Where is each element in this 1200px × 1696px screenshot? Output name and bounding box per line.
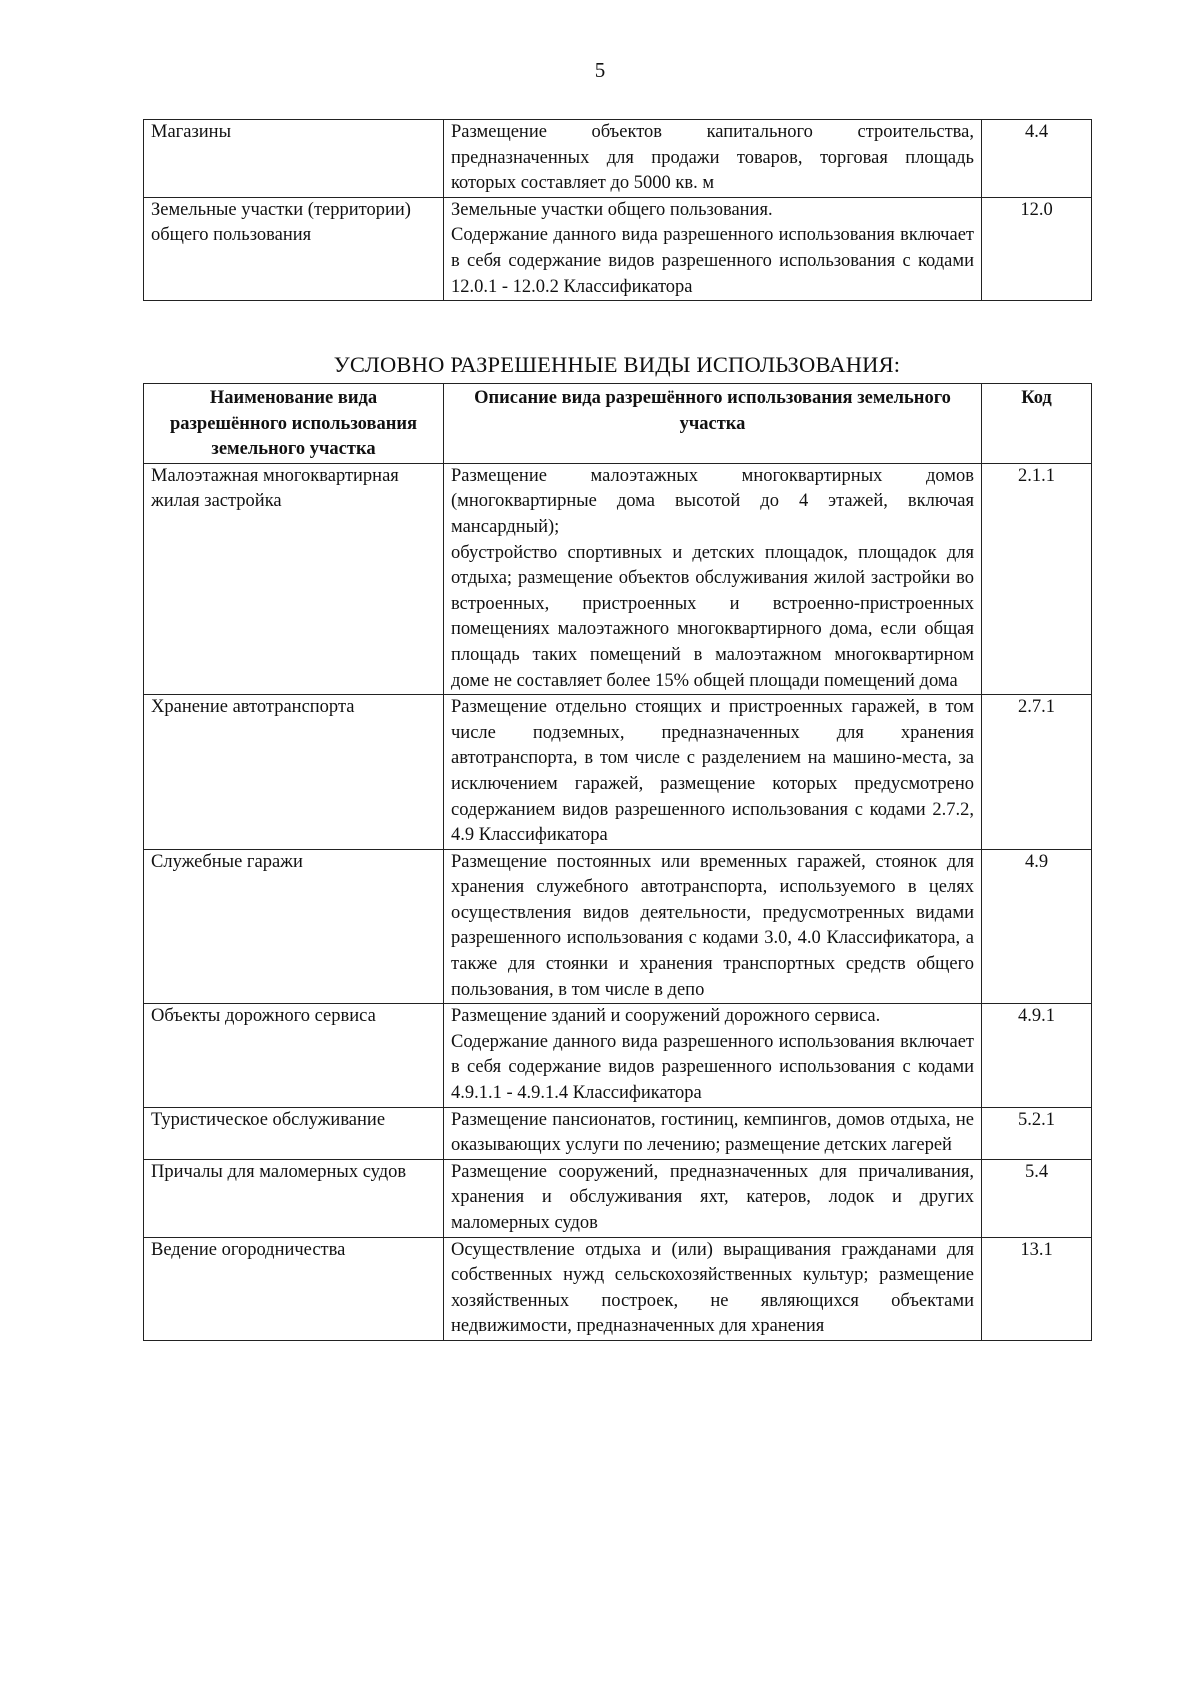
use-description-cell xyxy=(444,695,982,850)
header-code: Код xyxy=(982,384,1092,464)
description-paragraph: Размещение объектов капитального строительства, предназначенных для продажи товаров, торговая площадь которых составляет до 5000 кв. м xyxy=(451,122,974,194)
table-row xyxy=(144,120,1092,198)
use-code-cell: 13.1 xyxy=(982,1237,1092,1340)
description-paragraph: Размещение постоянных или временных гаражей, стоянок для хранения служебного автотранспорта, используемого в целях осуществления видов деятельности, предусмотренных видами разрешенного использования с кодами 3.0, 4.0 Классификатора, а также для стоянки и хранения транспортных средств общего пользования, в том числе в депо xyxy=(451,851,974,1000)
use-name-cell: Магазины xyxy=(144,120,444,198)
description-paragraph: Размещение малоэтажных многоквартирных домов (многоквартирные дома высотой до 4 этажей, включая мансардный); xyxy=(451,465,974,537)
table-header-row xyxy=(144,384,1092,464)
description-paragraph: Размещение зданий и сооружений дорожного сервиса. xyxy=(451,1006,881,1027)
table-row xyxy=(144,1159,1092,1237)
use-name-cell: Служебные гаражи xyxy=(144,849,444,1004)
table-row xyxy=(144,197,1092,300)
description-paragraph: Земельные участки общего пользования. xyxy=(451,199,773,220)
description-paragraph: Размещение пансионатов, гостиниц, кемпингов, домов отдыха, не оказывающих услуги по лечению; размещение детских лагерей xyxy=(451,1109,974,1156)
continued-permitted-uses-table xyxy=(143,119,1092,301)
description-paragraph: Размещение отдельно стоящих и пристроенных гаражей, в том числе подземных, предназначенных для хранения автотранспорта, в том числе с разделением на машино-места, за исключением гаражей, размещение которых предусмотрено содержанием видов разрешенного использования с кодами 2.7.2, 4.9 Классификатора xyxy=(451,697,974,846)
description-paragraph: Осуществление отдыха и (или) выращивания гражданами для собственных нужд сельскохозяйственных культур; размещение хозяйственных построек, не являющихся объектами недвижимости, предназначенных для хранения xyxy=(451,1239,974,1337)
description-paragraph: обустройство спортивных и детских площадок, площадок для отдыха; размещение объектов обслуживания жилой застройки во встроенных, пристроенных и встроенно-пристроенных помещениях малоэтажного многоквартирного дома, если общая площадь таких помещений в малоэтажном многоквартирном доме не составляет более 15% общей площади помещений дома xyxy=(451,542,974,691)
description-paragraph: Содержание данного вида разрешенного использования включает в себя содержание видов разрешенного использования с кодами 4.9.1.1 - 4.9.1.4 Классификатора xyxy=(451,1031,974,1104)
use-description-cell xyxy=(444,1159,982,1237)
use-code-cell: 4.4 xyxy=(982,120,1092,198)
description-paragraph: Содержание данного вида разрешенного использования включает в себя содержание видов разрешенного использования с кодами 12.0.1 - 12.0.2 Классификатора xyxy=(451,225,974,297)
use-code-cell: 5.4 xyxy=(982,1159,1092,1237)
use-code-cell: 12.0 xyxy=(982,197,1092,300)
use-description-cell xyxy=(444,197,982,300)
use-description-cell xyxy=(444,1107,982,1159)
use-description-cell xyxy=(444,120,982,198)
conditionally-permitted-uses-table xyxy=(143,383,1092,1341)
use-code-cell: 2.7.1 xyxy=(982,695,1092,850)
use-description-cell xyxy=(444,463,982,694)
use-code-cell: 2.1.1 xyxy=(982,463,1092,694)
description-paragraph: Размещение сооружений, предназначенных для причаливания, хранения и обслуживания яхт, катеров, лодок и других маломерных судов xyxy=(451,1161,974,1233)
table-row xyxy=(144,1237,1092,1340)
table-row xyxy=(144,1004,1092,1107)
section-title: УСЛОВНО РАЗРЕШЕННЫЕ ВИДЫ ИСПОЛЬЗОВАНИЯ: xyxy=(333,352,901,377)
table-row xyxy=(144,1107,1092,1159)
use-code-cell: 4.9 xyxy=(982,849,1092,1004)
table-row xyxy=(144,849,1092,1004)
use-code-cell: 4.9.1 xyxy=(982,1004,1092,1107)
use-name-cell: Хранение автотранспорта xyxy=(144,695,444,850)
use-code-cell: 5.2.1 xyxy=(982,1107,1092,1159)
use-name-cell: Ведение огородничества xyxy=(144,1237,444,1340)
table-row xyxy=(144,695,1092,850)
use-name-cell: Малоэтажная многоквартирная жилая застройка xyxy=(144,463,444,694)
use-name-cell: Земельные участки (территории) общего пользования xyxy=(144,197,444,300)
use-description-cell xyxy=(444,1237,982,1340)
use-description-cell xyxy=(444,849,982,1004)
header-description: Описание вида разрешённого использования земельного участка xyxy=(444,384,982,464)
table-row xyxy=(144,463,1092,694)
use-description-cell xyxy=(444,1004,982,1107)
header-name: Наименование вида разрешённого использования земельного участка xyxy=(144,384,444,464)
use-name-cell: Туристическое обслуживание xyxy=(144,1107,444,1159)
page-number: 5 xyxy=(594,58,606,82)
use-name-cell: Объекты дорожного сервиса xyxy=(144,1004,444,1107)
use-name-cell: Причалы для маломерных судов xyxy=(144,1159,444,1237)
